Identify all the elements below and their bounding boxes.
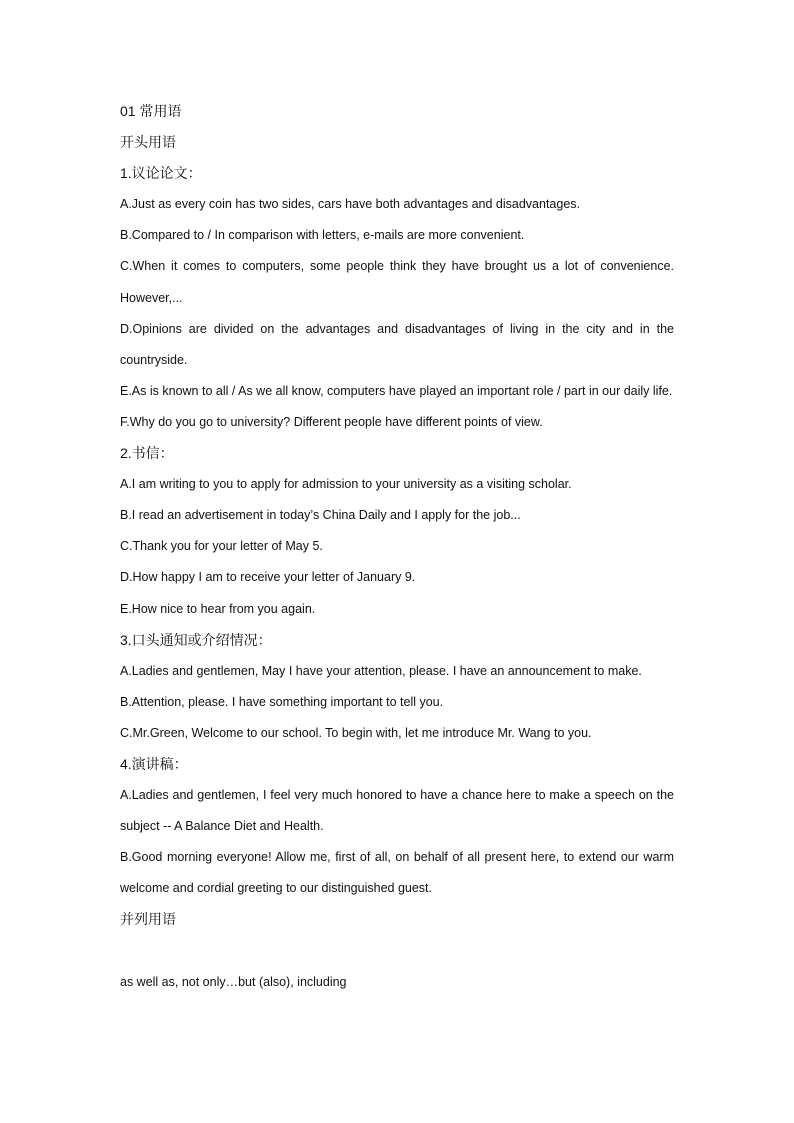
notice-heading: 3.口头通知或介绍情况： xyxy=(120,631,272,648)
speech-item-b: B.Good morning everyone! Allow me, first of all, on behalf of all present here, to extend our warm welcome and cordial greeting to our distinguished guest. xyxy=(120,850,674,896)
essay-item-d: D.Opinions are divided on the advantages and disadvantages of living in the city and in the countryside. xyxy=(120,321,674,367)
letter-item-d: D.How happy I am to receive your letter of January 9. xyxy=(120,570,416,585)
speech-item-a: A.Ladies and gentlemen, I feel very much honored to have a chance here to make a speech on the subject -- A Balance Diet and Health. xyxy=(120,788,674,834)
letter-item-b: B.I read an advertisement in today’s China Daily and I apply for the job... xyxy=(120,508,521,523)
notice-item-c: C.Mr.Green, Welcome to our school. To begin with, let me introduce Mr. Wang to you. xyxy=(120,725,592,740)
letter-item-c: C.Thank you for your letter of May 5. xyxy=(120,539,323,554)
essay-item-c: C.When it comes to computers, some people think they have brought us a lot of convenience. However,... xyxy=(120,259,674,305)
letter-item-a: A.I am writing to you to apply for admission to your university as a visiting scholar. xyxy=(120,477,572,492)
subsection-opening-title: 开头用语 xyxy=(120,134,176,151)
speech-heading: 4.演讲稿： xyxy=(120,755,188,772)
notice-item-a: A.Ladies and gentlemen, May I have your attention, please. I have an announcement to make. xyxy=(120,663,642,678)
essay-item-e: E.As is known to all / As we all know, computers have played an important role / part in our daily life. xyxy=(120,383,673,398)
blank-line xyxy=(120,936,674,967)
essay-item-b: B.Compared to / In comparison with letters, e-mails are more convenient. xyxy=(120,228,525,243)
notice-item-b: B.Attention, please. I have something important to tell you. xyxy=(120,694,444,709)
letter-heading: 2.书信： xyxy=(120,445,174,462)
parallel-phrases: as well as, not only…but (also), including xyxy=(120,974,347,989)
essay-item-a: A.Just as every coin has two sides, cars have both advantages and disadvantages. xyxy=(120,197,580,212)
section-title: 01 常用语 xyxy=(120,103,182,119)
letter-item-e: E.How nice to hear from you again. xyxy=(120,601,316,616)
essay-item-f: F.Why do you go to university? Different people have different points of view. xyxy=(120,414,543,429)
subsection-parallel-title: 并列用语 xyxy=(120,911,176,928)
document-page xyxy=(120,96,674,998)
essay-heading: 1.议论论文： xyxy=(120,165,202,182)
